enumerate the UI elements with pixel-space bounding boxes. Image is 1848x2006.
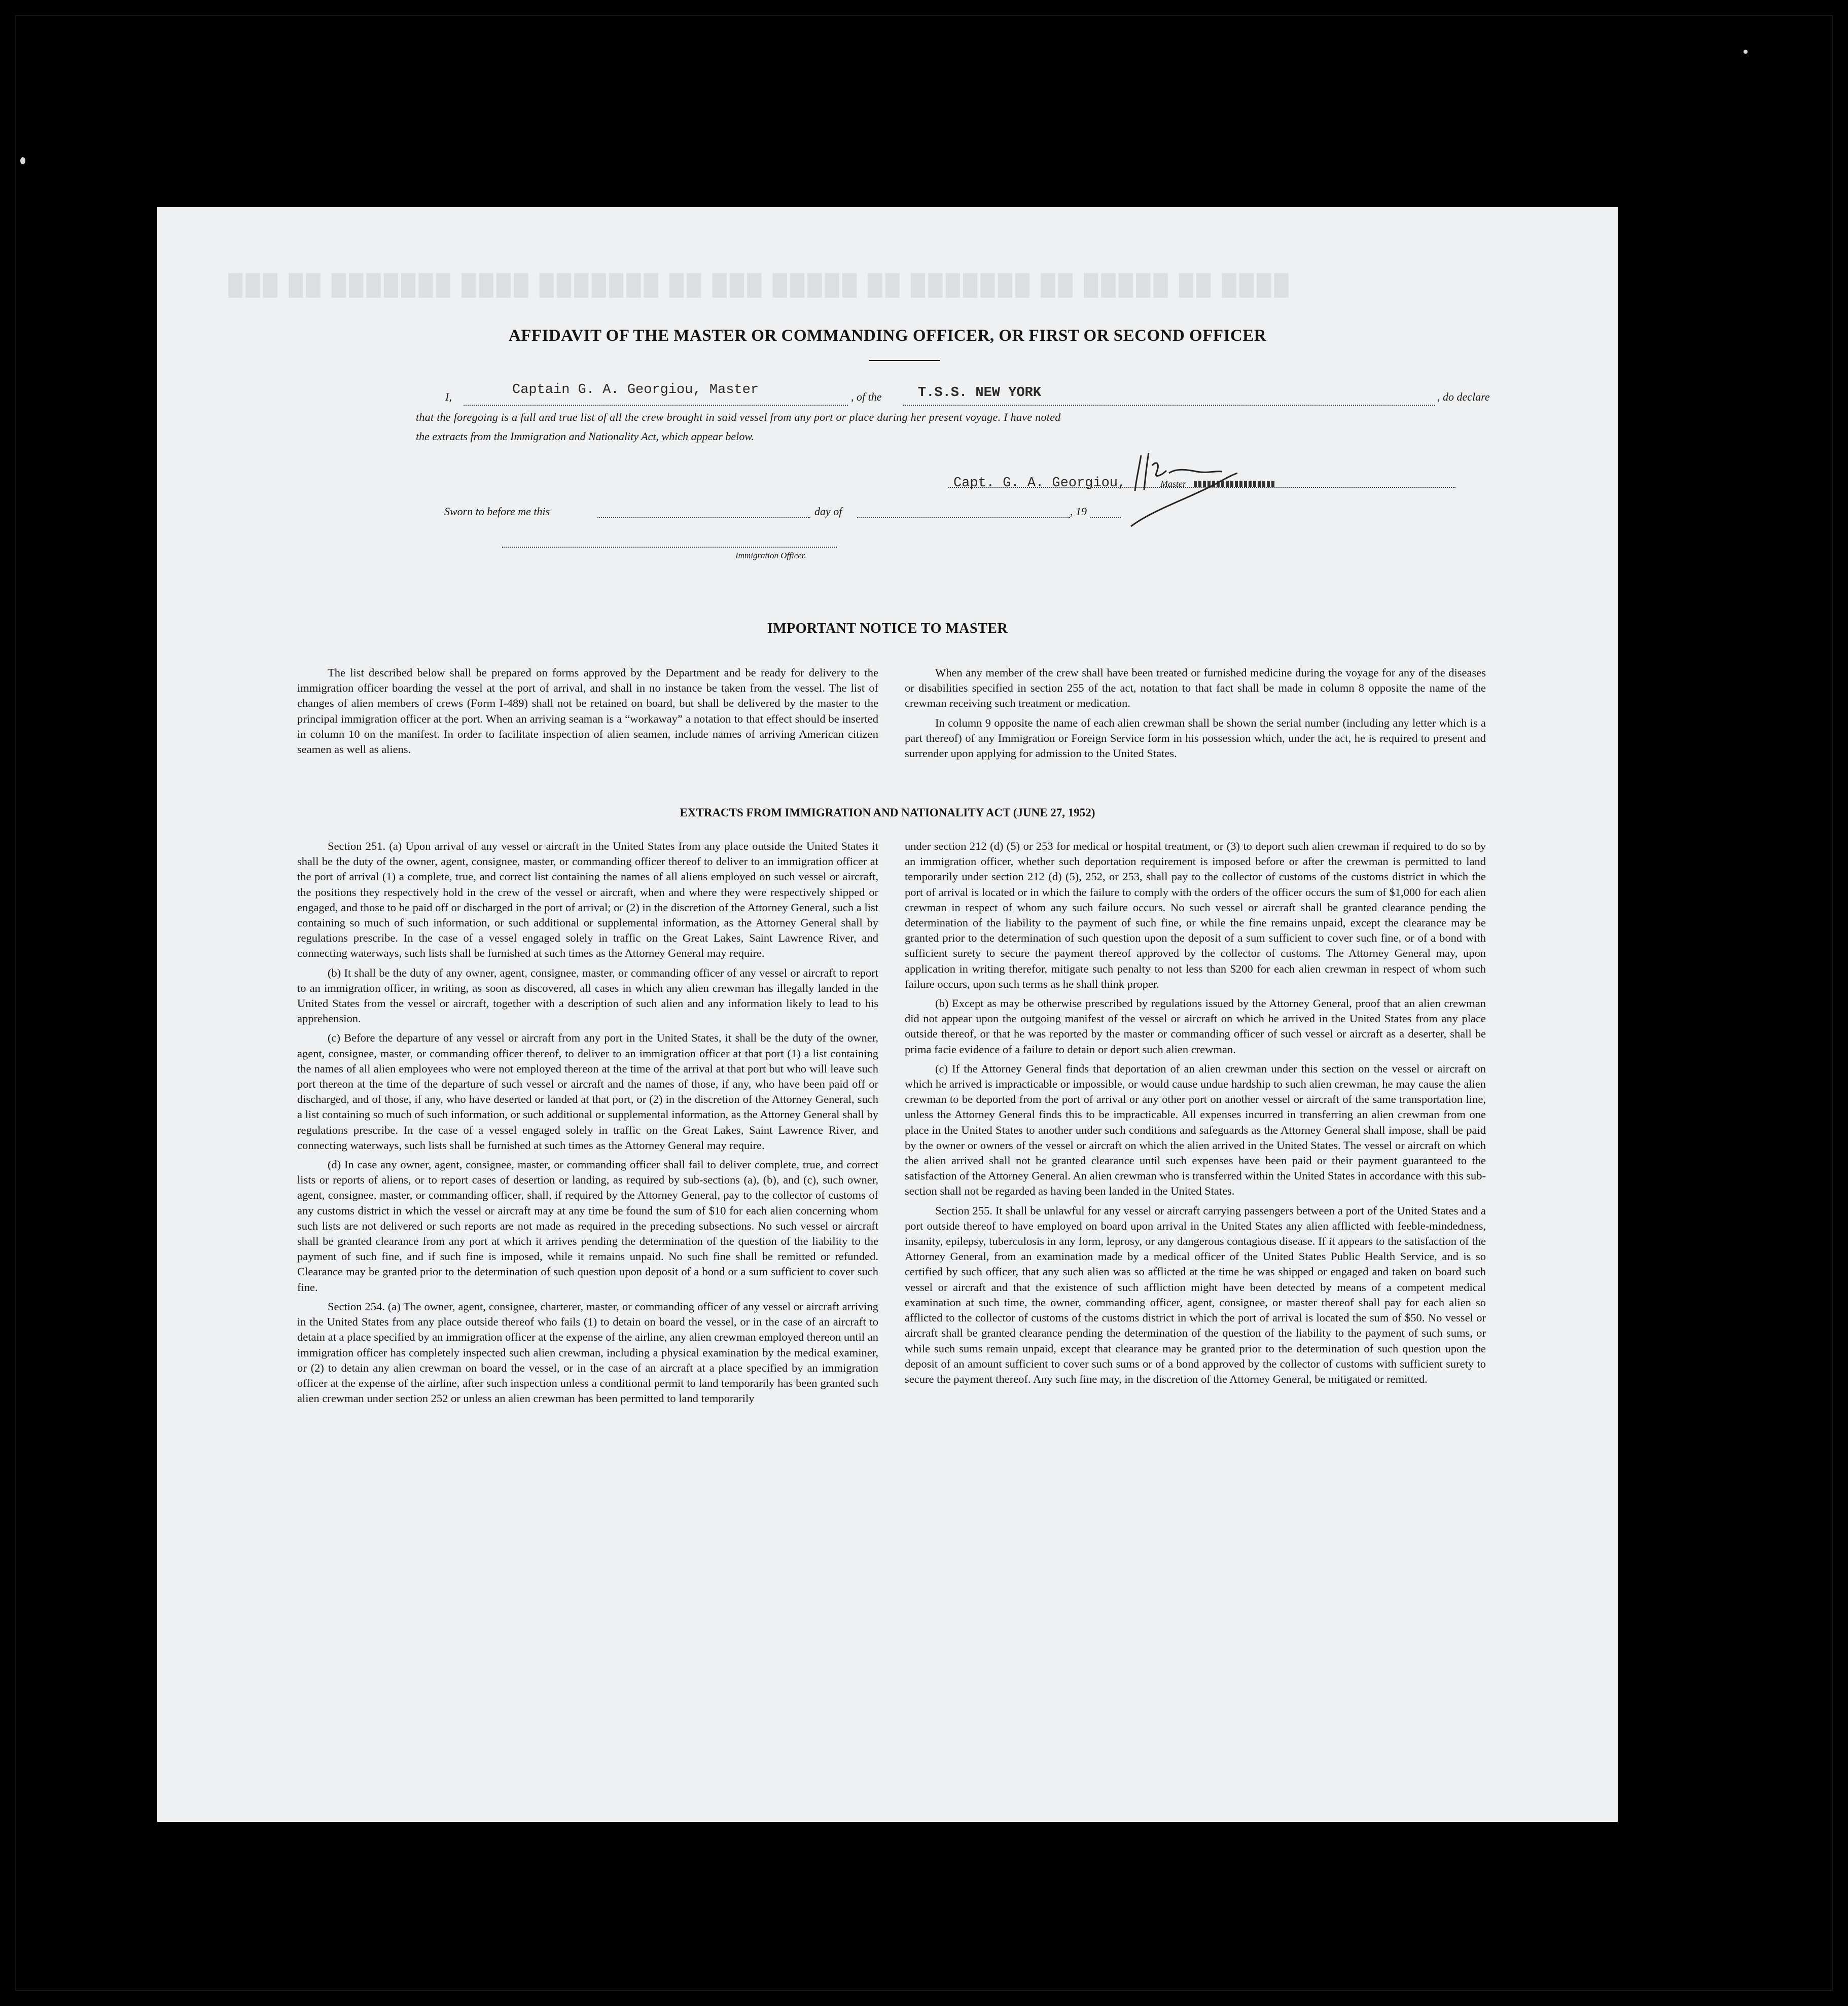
punch-hole [1703, 273, 1726, 296]
sworn-label: Sworn to before me this [444, 505, 550, 518]
extract-left-paragraph: (d) In case any owner, agent, consignee, master, or commanding officer shall fail to deliver complete, true, and correct lists or reports of aliens, or to report cases of desertion or landing, as required by sub-sections (a), (b), and (c), such owner, agent, consignee, master, or commanding officer, shall, if required by the Attorney General, pay to the collector of customs of any customs district in which the vessel or aircraft may at any time be found the sum of $10 for each alien concerning whom such lists are not delivered or such reports are not made as required in the preceding subsections. No such vessel or aircraft shall be granted clearance from any port at which it arrives pending the determination of the question of the liability to the payment of such fine, and if such fine is imposed, while it remains unpaid. No such fine shall be remitted or refunded. Clearance may be granted prior to the determination of such question upon deposit of a bond or a sum sufficient to cover such fine. [297, 1158, 878, 1294]
extract-right-paragraph: under section 212 (d) (5) or 253 for medical or hospital treatment, or (3) to deport such alien crewman if required to do so by an immigration officer, whether such deportation requirement is imposed before or after the crewman is permitted to land temporarily under section 212 (d) (5), 252, or 253, shall pay to the collector of customs of the customs district in which the port of arrival is located or in which the failure to comply with the orders of the officer occurs the sum of $1,000 for each alien crewman in respect of whom any such failure occurs. No such vessel or aircraft shall be granted clearance pending the determination of the liability to the payment of such fine, or while the fine remains unpaid, except the clearance may be granted prior to the determination of such question upon the deposit of a sum sufficient to cover such fine, or of a bond with sufficient surety to secure the payment thereof approved by the collector of customs. The Attorney General may, upon application in writing therefor, mitigate such penalty to not less than $200 for each alien crewman in respect of whom such failure occurs, upon such terms as he shall think proper. [905, 840, 1486, 990]
of-the-label: , of the [851, 390, 882, 403]
notice-title: IMPORTANT NOTICE TO MASTER [767, 621, 1008, 636]
master-name-value: Captain G. A. Georgiou, Master [512, 382, 759, 398]
year-line [1090, 517, 1121, 518]
extract-right-paragraph: (c) If the Attorney General finds that deportation of an alien crewman under this section on the vessel or aircraft on which he arrived is impracticable or impossible, or would cause undue hardship to such alien crewman, he may cause the alien crewman to be deported from the port of arrival or any other port on another vessel or aircraft of the same transportation line, unless the Attorney General finds this to be impracticable. All expenses incurred in transferring an alien crewman from one place in the United States to another under such conditions and safeguards as the Attorney General shall impose, shall be paid by the owner or owners of the vessel or aircraft on which the alien arrived in the United States. The vessel or aircraft on which the alien arrived shall not be granted clearance until such expenses have been paid or their payment guaranteed to the satisfaction of the Attorney General. An alien crewman who is transferred within the United States in accordance with this sub-section shall not be regarded as having been landed in the United States. [905, 1062, 1486, 1198]
signature-title: Master [1160, 479, 1186, 489]
sworn-month-line [857, 517, 1070, 518]
extract-left-paragraph: Section 254. (a) The owner, agent, consignee, charterer, master, or commanding officer of any vessel or aircraft arriving in the United States from any place outside thereof who fails (1) to detain on board the vessel, or in the case of an aircraft to detain at a place specified by an immigration officer at the expense of the airline, any alien crewman employed thereon until an immigration officer has completely inspected such alien crewman, including a physical examination by the medical examiner, or (2) to detain any alien crewman on board the vessel, or in the case of an aircraft at a place specified by an immigration officer at the expense of the airline, after such inspection unless a conditional permit to land temporarily has been granted such alien crewman under section 252 or unless an alien crewman has been permitted to land temporarily [297, 1300, 878, 1405]
signature-typed-name: Capt. G. A. Georgiou, [953, 476, 1126, 491]
punch-hole [1697, 783, 1724, 810]
punch-hole [1682, 1589, 1709, 1617]
notice-left-paragraph: The list described below shall be prepared on forms approved by the Department and be ready for delivery to the immigration officer boarding the vessel at the port of arrival, and shall in no instance be taken from the vessel. The list of changes of alien members of crews (Form I-489) shall not be retained on board, but shall be delivered by the master to the principal immigration officer at the port. When an arriving seaman is a “workaway” a notation to that effect should be inserted in column 10 on the manifest. In order to facilitate inspection of alien seamen, include names of arriving American citizen seamen as well as aliens. [297, 666, 878, 756]
film-speck [20, 157, 25, 164]
punch-hole [1697, 446, 1724, 474]
extract-left-paragraph: Section 251. (a) Upon arrival of any vessel or aircraft in the United States from any place outside the United States it shall be the duty of the owner, agent, consignee, master, or commanding officer thereof to deliver to an immigration officer at the port of arrival (1) a complete, true, and correct list containing the names of all aliens employed on such vessel or aircraft, the positions they respectively hold in the crew of the vessel or aircraft, when and where they were respectively shipped or engaged, and those to be paid off or discharged in the port of arrival; or (2) in the discretion of the Attorney General, such a list containing so much of such information, or such additional or supplemental information, as the Attorney General shall by regulations prescribe. In the case of a vessel engaged solely in traffic on the Great Lakes, Saint Lawrence River, and connecting waterways, such lists shall be furnished at such times as the Attorney General may require. [297, 840, 878, 960]
immigration-officer-label: Immigration Officer. [735, 551, 806, 560]
extracts-right-column [905, 839, 1486, 1391]
extract-left-paragraph: (c) Before the departure of any vessel or aircraft from any port in the United States, it shall be the duty of the owner, agent, consignee, master, or commanding officer thereof, to deliver to an immigration officer at that port (1) a list containing the names of all alien employees who were not employed thereon at the time of the arrival at that port but who will leave such port thereon at the time of the departure of such vessel or aircraft and the names of those, if any, who have been paid off or discharged, and of those, if any, who have deserted or landed at that port, or (2) in the discretion of the Attorney General, such a list containing so much of such information, or such additional or supplemental information, as the Attorney General shall by regulations prescribe. In the case of a vessel engaged solely in traffic on the Great Lakes, Saint Lawrence River, and connecting waterways, such lists shall be furnished at such times as the Attorney General may require. [297, 1031, 878, 1152]
notice-right-paragraph-2: In column 9 opposite the name of each alien crewman shall be shown the serial number (including any letter which is a part thereof) of any Immigration or Foreign Service form in his possession which, under the act, he is required to present and surrender upon applying for admission to the United States. [905, 716, 1486, 760]
extracts-title: EXTRACTS FROM IMMIGRATION AND NATIONALITY ACT (JUNE 27, 1952) [680, 806, 1095, 819]
sworn-day-line [597, 517, 810, 518]
punch-hole [1682, 1342, 1709, 1369]
affidavit-title: AFFIDAVIT OF THE MASTER OR COMMANDING OFFICER, OR FIRST OR SECOND OFFICER [508, 327, 1267, 345]
punch-hole [1697, 698, 1724, 725]
vessel-line [903, 405, 1435, 406]
title-rule [869, 360, 940, 361]
prefix-i: I, [445, 390, 452, 403]
extract-right-paragraph: (b) Except as may be otherwise prescribed by regulations issued by the Attorney General, proof that an alien crewman did not appear upon the outgoing manifest of the vessel or aircraft on which he arrived in the United States from any place outside thereof, or that he was reported by the master or commanding officer of such vessel or aircraft as a deserter, shall be prima facie evidence of a failure to detain or deport such alien crewman. [905, 997, 1486, 1056]
notice-right-column [905, 665, 1486, 765]
affidavit-line-2: that the foregoing is a full and true list of all the crew brought in said vessel from any port or place during her present voyage. I have noted [416, 411, 1061, 423]
vessel-name-value: T.S.S. NEW YORK [918, 385, 1042, 401]
film-speck [1744, 50, 1748, 54]
bleed-through-text: ███ ██ ███████ ████ ███████ ██ ███ █████ ██ ███████ ██ █████ ██ ████ [228, 273, 1292, 296]
name-line [464, 405, 848, 406]
officer-line [502, 547, 837, 548]
punch-hole [1682, 1257, 1709, 1284]
day-of-label: day of [814, 505, 842, 518]
year-label: , 19 [1070, 505, 1087, 518]
extracts-left-column [297, 839, 878, 1410]
punch-hole [1697, 361, 1724, 388]
document-page [157, 207, 1618, 1822]
notice-right-paragraph-1: When any member of the crew shall have been treated or furnished medicine during the voyage for any of the diseases or disabilities specified in section 255 of the act, notation to that fact shall be made in column 8 opposite the name of the crewman receiving such treatment or medication. [905, 666, 1486, 710]
extract-right-paragraph: Section 255. It shall be unlawful for any vessel or aircraft carrying passengers between a port of the United States and a port outside thereof to have employed on board upon arrival in the United States any alien afflicted with feeble-mindedness, insanity, epilepsy, tuberculosis in any form, leprosy, or any dangerous contagious disease. If it appears to the satisfaction of the Attorney General, from an examination made by a medical officer of the United States Public Health Service, and is so certified by such officer, that any such alien was so afflicted at the time he was shipped or engaged and taken on board such vessel or aircraft and that the existence of such affliction might have been detected by means of a competent medical examination at such time, the owner, commanding officer, agent, consignee, or master thereof shall pay for each alien so afflicted to the collector of customs of the customs district in which the port of arrival is located the sum of $50. No vessel or aircraft shall be granted clearance pending the determination of the question of the liability to the payment of such sums, or while such sums remain unpaid, except that clearance may be granted prior to the determination of such question upon the deposit of an amount sufficient to cover such sums or of a bond approved by the collector of customs with sufficient surety to secure the payment thereof. Any such fine may, in the discretion of the Attorney General, be mitigated or remitted. [905, 1204, 1486, 1385]
extract-left-paragraph: (b) It shall be the duty of any owner, agent, consignee, master, or commanding officer of any vessel or aircraft to report to an immigration officer, in writing, as soon as discovered, all cases in which any alien crewman has illegally landed in the United States from the vessel or aircraft, together with a description of such alien and any information likely to lead to his apprehension. [297, 966, 878, 1025]
handwritten-signature [1121, 445, 1273, 531]
do-declare-label: , do declare [1437, 390, 1490, 403]
punch-hole [1682, 1674, 1709, 1702]
notice-left-column [297, 665, 878, 761]
affidavit-line-3: the extracts from the Immigration and Nationality Act, which appear below. [416, 430, 754, 443]
